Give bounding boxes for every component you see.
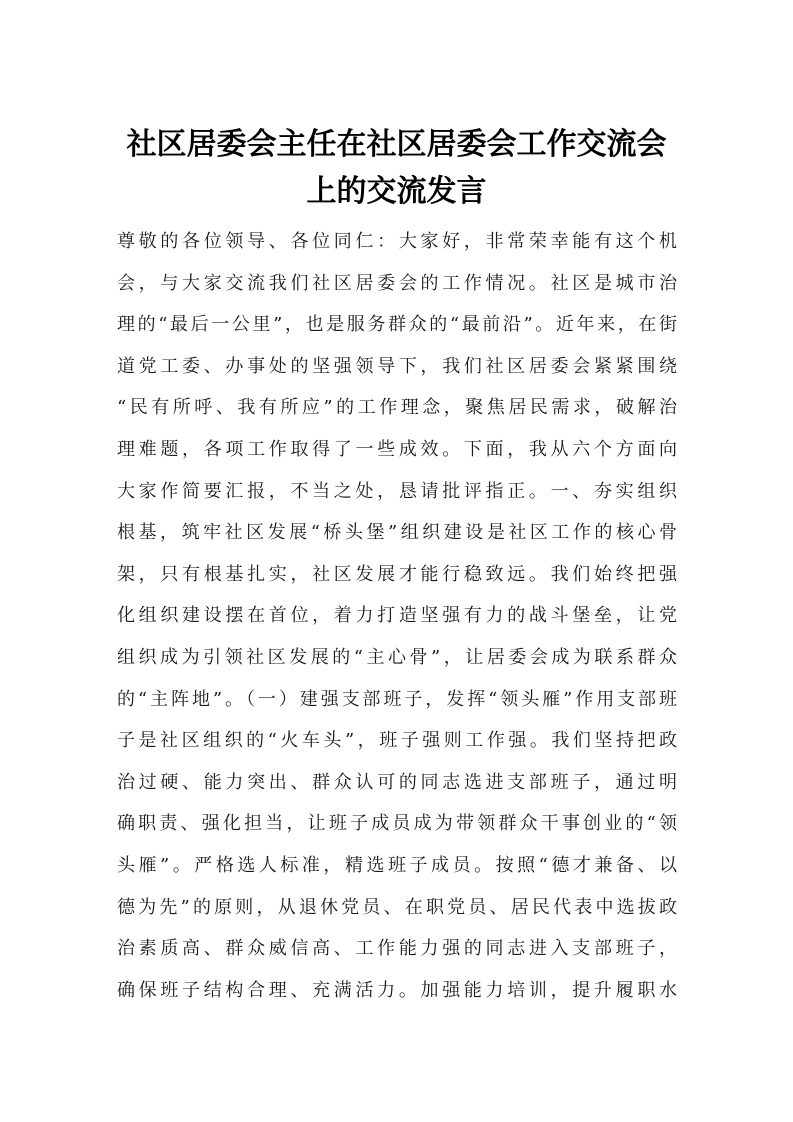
body-line: 化组织建设摆在首位，着力打造坚强有力的战斗堡垒，让党 (117, 605, 677, 627)
body-line: 确保班子结构合理、充满活力。加强能力培训，提升履职水 (117, 979, 677, 1001)
body-line: 治过硬、能力突出、群众认可的同志选进支部班子，通过明 (117, 771, 677, 793)
body-line: 组织成为引领社区发展的“主心骨”，让居委会成为联系群众 (117, 646, 677, 668)
document-body (117, 221, 677, 1011)
body-line: 的“主阵地”。（一）建强支部班子，发挥“领头雁”作用支部班 (117, 688, 677, 710)
body-line: 道党工委、办事处的坚强领导下，我们社区居委会紧紧围绕 (117, 355, 677, 377)
body-line: 大家作简要汇报，不当之处，恳请批评指正。一、夯实组织 (117, 480, 677, 502)
body-line: 尊敬的各位领导、各位同仁：大家好，非常荣幸能有这个机 (117, 231, 677, 252)
body-line: 子是社区组织的“火车头”，班子强则工作强。我们坚持把政 (117, 730, 677, 752)
body-line: 德为先”的原则，从退休党员、在职党员、居民代表中选拔政 (117, 896, 677, 918)
document-title-line-1: 社区居委会主任在社区居委会工作交流会 (126, 127, 667, 162)
body-line: 架，只有根基扎实，社区发展才能行稳致远。我们始终把强 (117, 563, 677, 585)
body-line: 头雁”。严格选人标准，精选班子成员。按照“德才兼备、以 (117, 854, 677, 876)
body-line: 会，与大家交流我们社区居委会的工作情况。社区是城市治 (117, 272, 677, 294)
body-line: “民有所呼、我有所应”的工作理念，聚焦居民需求，破解治 (117, 397, 677, 419)
body-line: 确职责、强化担当，让班子成员成为带领群众干事创业的“领 (117, 813, 677, 835)
body-line: 根基，筑牢社区发展“桥头堡”组织建设是社区工作的核心骨 (117, 522, 677, 544)
body-line: 理的“最后一公里”，也是服务群众的“最前沿”。近年来，在街 (117, 314, 677, 336)
document-title-line-2: 上的交流发言 (306, 174, 487, 209)
body-line: 治素质高、群众威信高、工作能力强的同志进入支部班子， (117, 938, 677, 960)
body-line: 理难题，各项工作取得了一些成效。下面，我从六个方面向 (117, 438, 677, 460)
